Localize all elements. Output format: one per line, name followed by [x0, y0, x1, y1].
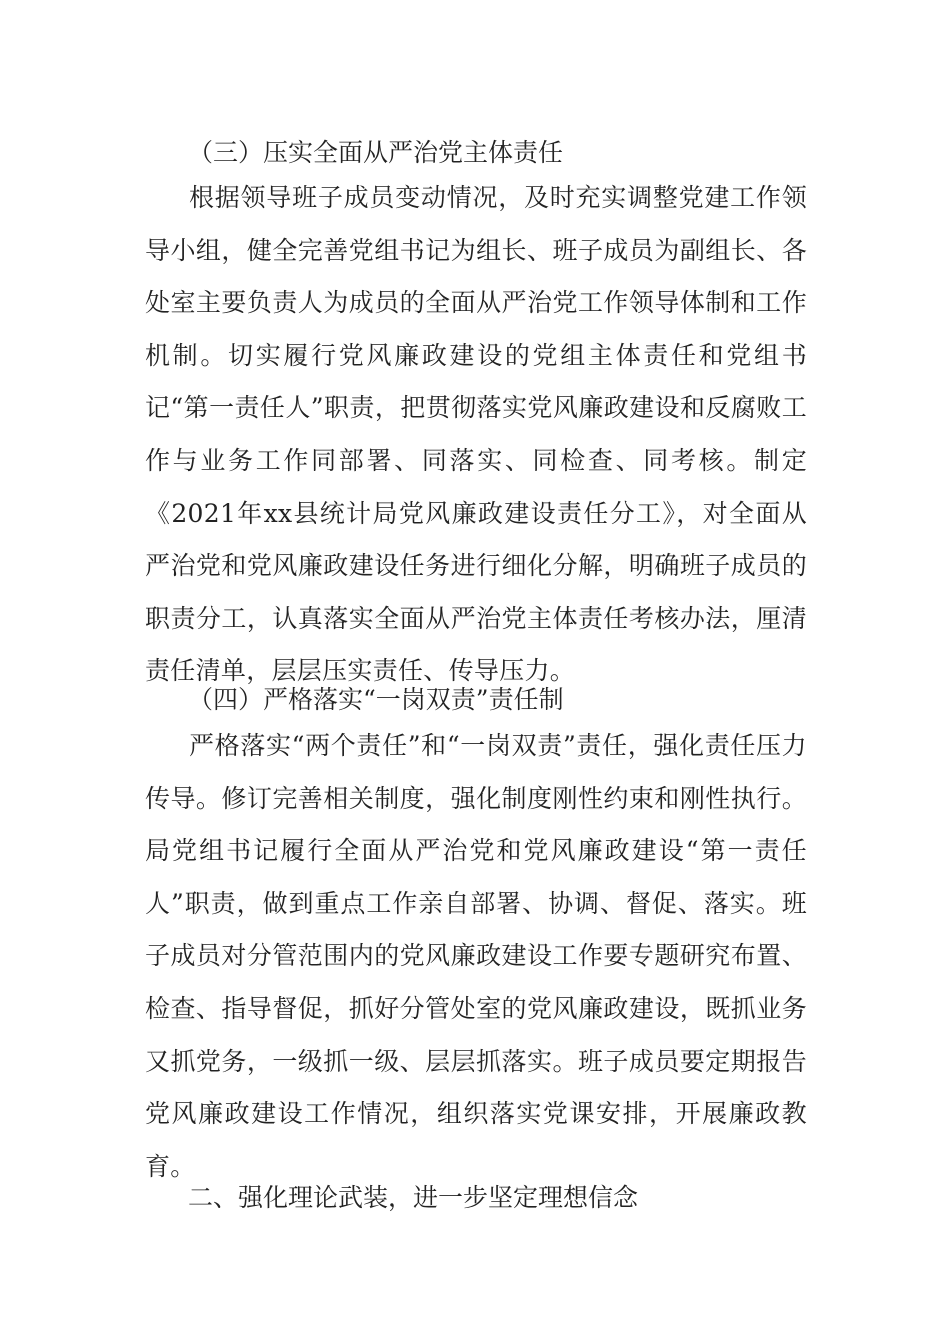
paragraph: 根据领导班子成员变动情况，及时充实调整党建工作领导小组，健全完善党组书记为组长、班子成员为副组长、各处室主要负责人为成员的全面从严治党工作领导体制和工作机制。切实履行党风廉政建设的党组主体责任和党组书记“第一责任人”职责，把贯彻落实党风廉政建设和反腐败工作与业务工作同部署、同落实、同检查、同考核。制定《2021年xx县统计局党风廉政建设责任分工》，对全面从严治党和党风廉政建设任务进行细化分解，明确班子成员的职责分工，认真落实全面从严治党主体责任考核办法，厘清责任清单，层层压实责任、传导压力。 [145, 183, 807, 686]
paragraph: 严格落实“两个责任”和“一岗双责”责任，强化责任压力传导。修订完善相关制度，强化制度刚性约束和刚性执行。局党组书记履行全面从严治党和党风廉政建设“第一责任人”职责，做到重点工作亲自部署、协调、督促、落实。班子成员对分管范围内的党风廉政建设工作要专题研究布置、检查、指导督促，抓好分管处室的党风廉政建设，既抓业务又抓党务，一级抓一级、层层抓落实。班子成员要定期报告党风廉政建设工作情况，组织落实党课安排，开展廉政教育。 [145, 731, 807, 1181]
section-heading-three: （三）压实全面从严治党主体责任 [188, 138, 564, 167]
main-heading: 二、强化理论武装，进一步坚定理想信念 [188, 1183, 639, 1212]
section-body-three [145, 172, 807, 698]
section-body-four [145, 720, 807, 1193]
section-heading-four: （四）严格落实“一岗双责”责任制 [188, 685, 564, 714]
